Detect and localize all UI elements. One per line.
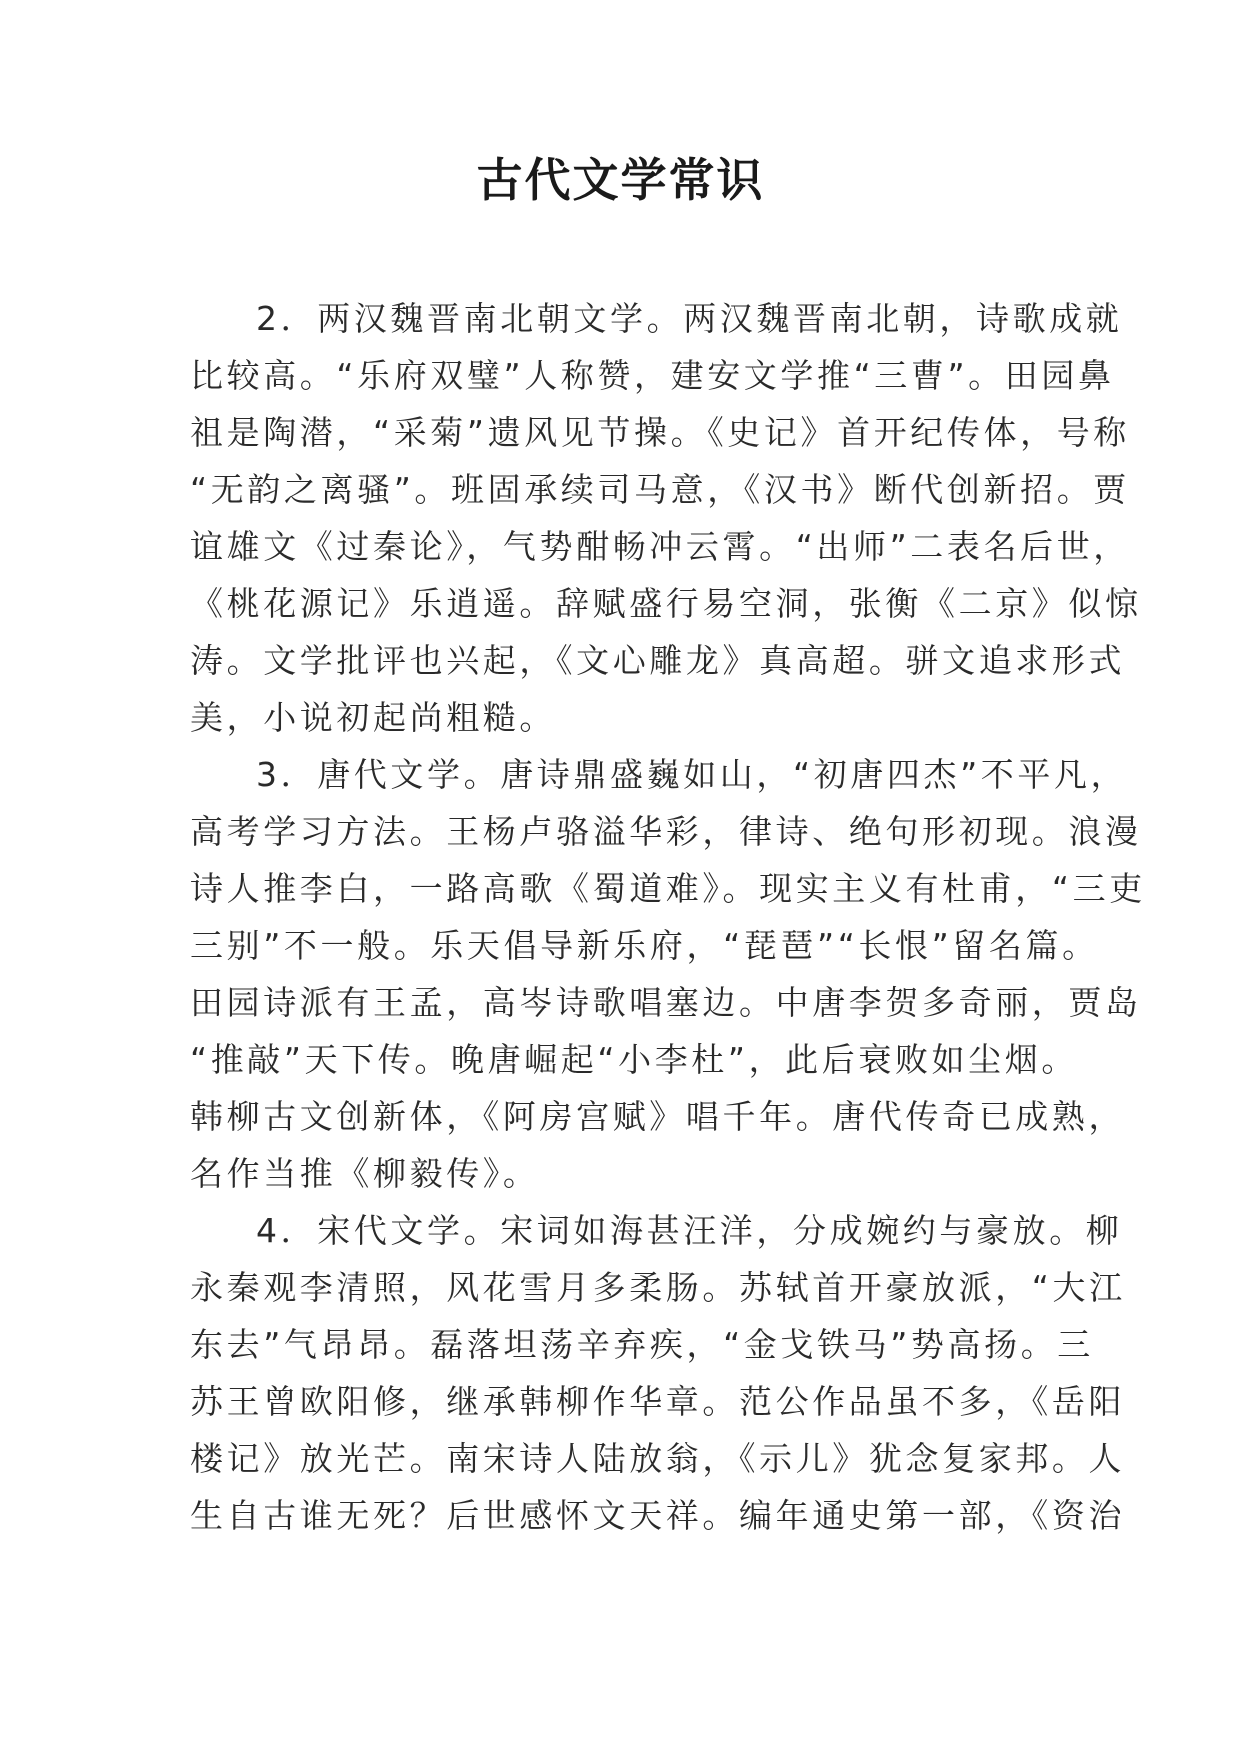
paragraph-line: 永秦观李清照，风花雪月多柔肠。苏轼首开豪放派，“大江 [190, 1268, 1126, 1307]
paragraph-line: 《桃花源记》乐逍遥。辞赋盛行易空洞，张衡《二京》似惊 [190, 584, 1142, 623]
paragraph-line: 涛。文学批评也兴起，《文心雕龙》真高超。骈文追求形式 [190, 641, 1126, 680]
paragraph-line: 生自古谁无死？后世感怀文天祥。编年通史第一部，《资治 [190, 1496, 1126, 1535]
paragraph-line: “推敲”天下传。晚唐崛起“小李杜”，此后衰败如尘烟。 [190, 1040, 1078, 1079]
paragraph-line: 楼记》放光芒。南宋诗人陆放翁，《示儿》犹念复家邦。人 [190, 1439, 1126, 1478]
paragraph-line: 苏王曾欧阳修，继承韩柳作华章。范公作品虽不多，《岳阳 [190, 1382, 1126, 1421]
paragraph-line: “无韵之离骚”。班固承续司马意，《汉书》断代创新招。贾 [190, 470, 1130, 509]
paragraph-line: 东去”气昂昂。磊落坦荡辛弃疾，“金戈铁马”势高扬。三 [190, 1325, 1094, 1364]
page-title: 古代文学常识 [476, 153, 765, 207]
paragraph-line: 田园诗派有王孟，高岑诗歌唱塞边。中唐李贺多奇丽，贾岛 [190, 983, 1142, 1022]
paragraph-line: 4．宋代文学。宋词如海甚汪洋，分成婉约与豪放。柳 [256, 1211, 1123, 1250]
paragraph-line: 美，小说初起尚粗糙。 [190, 698, 556, 737]
paragraph-line: 名作当推《柳毅传》。 [190, 1154, 540, 1193]
paragraph-line: 诗人推李白，一路高歌《蜀道难》。现实主义有杜甫，“三吏 [190, 869, 1146, 908]
body-text [190, 290, 1146, 1544]
paragraph-line: 高考学习方法。王杨卢骆溢华彩，律诗、绝句形初现。浪漫 [190, 812, 1142, 851]
paragraph-line: 谊雄文《过秦论》，气势酣畅冲云霄。“出师”二表名后世， [190, 527, 1130, 566]
paragraph-line: 2．两汉魏晋南北朝文学。两汉魏晋南北朝，诗歌成就 [256, 299, 1123, 338]
paragraph-line: 3．唐代文学。唐诗鼎盛巍如山，“初唐四杰”不平凡， [256, 755, 1128, 794]
paragraph-line: 三别”不一般。乐天倡导新乐府，“琵琶”“长恨”留名篇。 [190, 926, 1099, 965]
paragraph-line: 祖是陶潜，“采菊”遗风见节操。《史记》首开纪传体，号称 [190, 413, 1130, 452]
paragraph-line: 比较高。“乐府双璧”人称赞，建安文学推“三曹”。田园鼻 [190, 356, 1115, 395]
paragraph-line: 韩柳古文创新体，《阿房宫赋》唱千年。唐代传奇已成熟， [190, 1097, 1126, 1136]
